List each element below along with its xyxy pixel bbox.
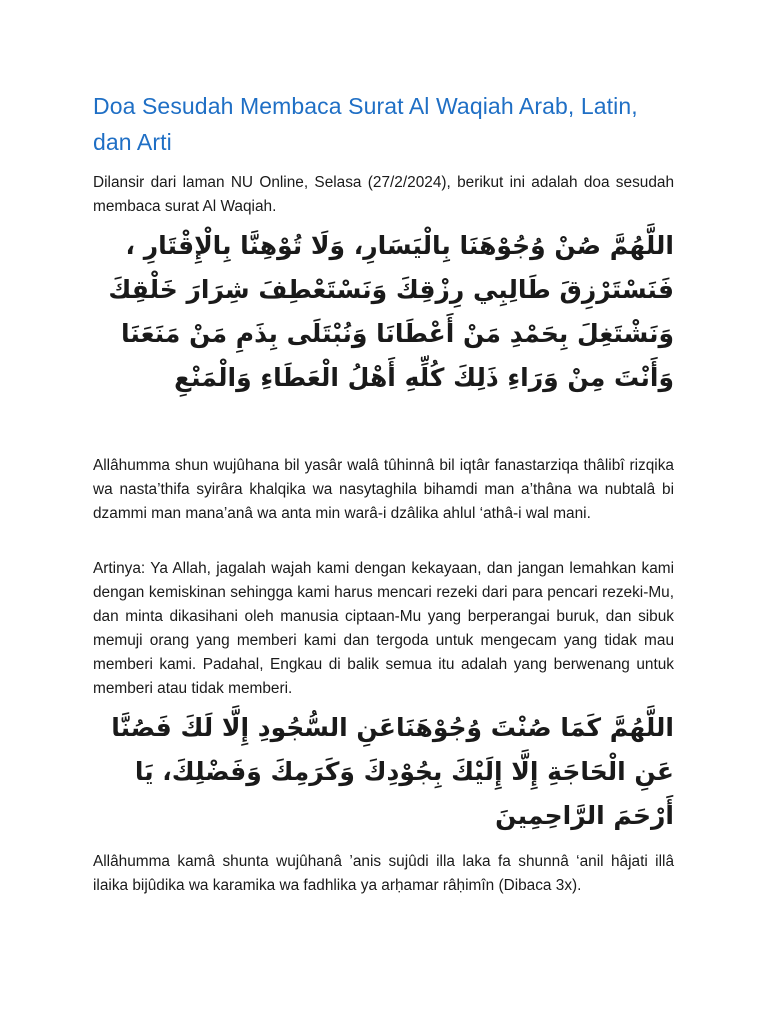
latin-transliteration-2: Allâhumma kamâ shunta wujûhanâ ’anis sujûdi illa laka fa shunnâ ‘anil hâjati illâ ilaika bijûdika wa karamika wa fadhlika ya arḥamar râḥimîn (Dibaca 3x).: [93, 853, 674, 894]
arabic-prayer-1: اللَّهُمَّ صُنْ وُجُوْهَنَا بِالْيَسَارِ، وَلَا تُوْهِنَّا بِالْإِقْتَارِ ، فَنَسْتَرْزِقَ طَالِبِي رِزْقِكَ وَنَسْتَعْطِفَ شِرَارَ خَلْقِكَ وَنَشْتَغِلَ بِحَمْدِ مَنْ أَعْطَانَا وَنُبْتَلَى بِذَمِ مَنْ مَنَعَنَا وَأَنْتَ مِنْ وَرَاءِ ذَلِكَ كُلِّهِ أَهْلُ الْعَطَاءِ وَالْمَنْعِ: [108, 231, 674, 392]
translation-paragraph: Artinya: Ya Allah, jagalah wajah kami dengan kekayaan, dan jangan lemahkan kami dengan kemiskinan sehingga kami harus mencari rezeki dari para pencari rezeki-Mu, dan minta dikasihani oleh manusia ciptaan-Mu yang berperangai buruk, dan sibuk memuji orang yang memberi kami dan tergoda untuk mengecam yang tidak mau memberi kami. Padahal, Engkau di balik semua itu adalah yang berwenang untuk memberi atau tidak memberi.: [93, 560, 674, 697]
latin-transliteration-1: Allâhumma shun wujûhana bil yasâr walâ tûhinnâ bil iqtâr fanastarziqa thâlibî rizqika wa nasta’thifa syirâra khalqika wa nasytaghila bihamdi man a’thâna wa nubtalâ bi dzammi man mana’anâ wa anta min warâ-i dzâlika ahlul ‘athâ-i wal mani.: [93, 457, 674, 522]
article-title: Doa Sesudah Membaca Surat Al Waqiah Arab, Latin, dan Arti: [93, 93, 638, 155]
intro-paragraph: Dilansir dari laman NU Online, Selasa (27/2/2024), berikut ini adalah doa sesudah membaca surat Al Waqiah.: [93, 174, 674, 215]
arabic-prayer-2: اللَّهُمَّ كَمَا صُنْتَ وُجُوْهَنَاعَنِ السُّجُودِ إِلَّا لَكَ فَصُنَّا عَنِ الْحَاجَةِ إِلَّا إِلَيْكَ بِجُوْدِكَ وَكَرَمِكَ وَفَضْلِكَ، يَا أَرْحَمَ الرَّاحِمِينَ: [111, 713, 674, 830]
